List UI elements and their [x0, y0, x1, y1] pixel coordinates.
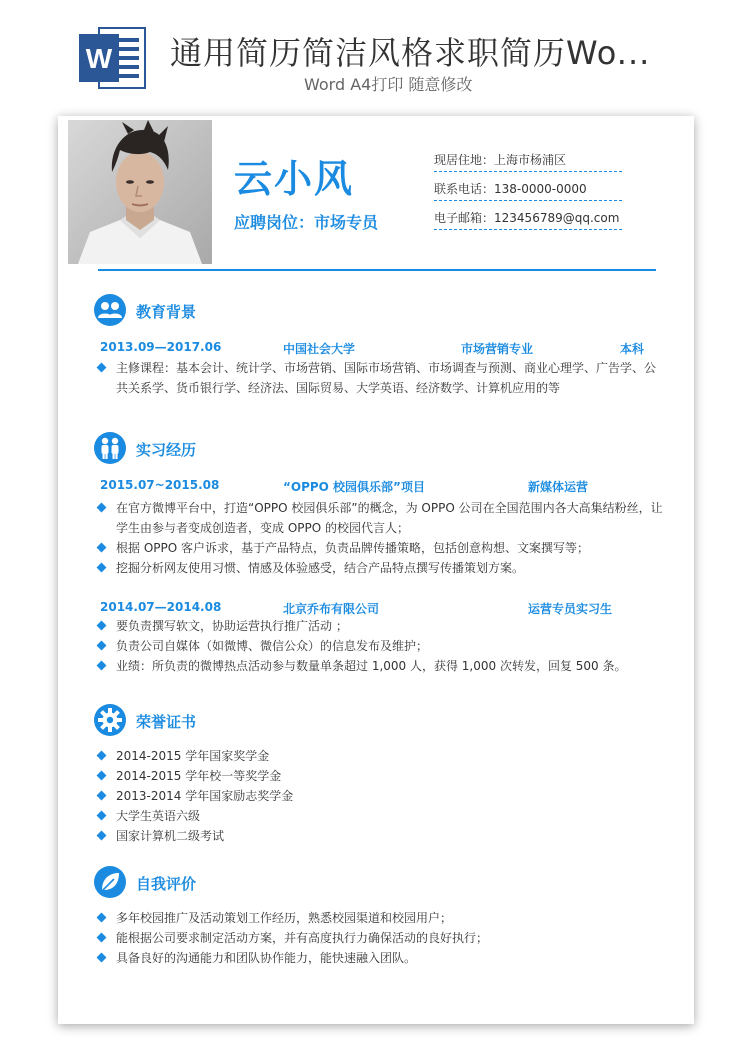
job-target-label: 应聘岗位：	[234, 213, 315, 232]
edu-school: 中国社会大学	[283, 342, 356, 356]
edu-date: 2013.09—2017.06	[100, 340, 222, 354]
edu-major: 市场营销专业	[461, 342, 534, 356]
job-target-value: 市场专员	[314, 213, 379, 232]
edu-bullets	[94, 358, 664, 398]
list-item: 2014-2015 学年国家奖学金	[94, 746, 664, 766]
contact-label: 现居住地：	[434, 153, 495, 167]
diamond-bullet-icon	[97, 661, 107, 671]
list-item: 具备良好的沟通能力和团队协作能力，能快速融入团队。	[94, 948, 664, 968]
list-item: 2013-2014 学年国家励志奖学金	[94, 786, 664, 806]
job-date: 2015.07~2015.08	[100, 478, 220, 492]
resume-page	[58, 116, 694, 1024]
diamond-bullet-icon	[97, 363, 107, 373]
diamond-bullet-icon	[97, 751, 107, 761]
section-title: 荣誉证书	[136, 713, 197, 731]
document-title: 通用简历简洁风格求职简历Wo...	[170, 34, 651, 72]
header-divider	[98, 269, 656, 271]
section-header	[94, 294, 664, 328]
section-education	[94, 294, 664, 404]
section-header	[94, 866, 664, 900]
diamond-bullet-icon	[97, 621, 107, 631]
list-item: 根据 OPPO 客户诉求，基于产品特点，负责品牌传播策略，包括创意构想、文案撰写等；	[94, 538, 664, 558]
diamond-bullet-icon	[97, 503, 107, 513]
job-org: 北京乔布有限公司	[283, 602, 380, 616]
contact-label: 联系电话：	[434, 182, 495, 196]
list-item: 要负责撰写软文，协助运营执行推广活动 ；	[94, 616, 664, 636]
contact-value: 上海市杨浦区	[494, 153, 567, 167]
diamond-bullet-icon	[97, 771, 107, 781]
section-title: 教育背景	[136, 303, 197, 321]
people-icon	[94, 432, 126, 464]
section-internship	[94, 432, 664, 692]
profile-photo	[68, 120, 212, 264]
graduation-users-icon	[94, 294, 126, 326]
job-role: 新媒体运营	[528, 480, 589, 494]
list-item: 业绩：所负责的微博热点活动参与数量单条超过 1,000 人，获得 1,000 次转发，回复 500 条。	[94, 656, 664, 676]
contact-value: 138-0000-0000	[494, 182, 587, 196]
list-item: 国家计算机二级考试	[94, 826, 664, 846]
job-role: 运营专员实习生	[528, 602, 613, 616]
diamond-bullet-icon	[97, 543, 107, 553]
diamond-bullet-icon	[97, 811, 107, 821]
list-item: 负责公司自媒体（如微博、微信公众）的信息发布及维护；	[94, 636, 664, 656]
diamond-bullet-icon	[97, 953, 107, 963]
list-item: 主修课程：基本会计、统计学、市场营销、国际市场营销、市场调查与预测、商业心理学、广告学、公共关系学、货币银行学、经济法、国际贸易、大学英语、经济数学、计算机应用的等	[94, 358, 664, 398]
job-bullets	[94, 616, 664, 676]
section-self-evaluation	[94, 866, 664, 976]
edu-degree: 本科	[620, 342, 645, 356]
job-bullets	[94, 498, 664, 578]
list-item: 多年校园推广及活动策划工作经历，熟悉校园渠道和校园用户；	[94, 908, 664, 928]
document-header	[0, 0, 750, 110]
honors-bullets	[94, 746, 664, 846]
list-item: 2014-2015 学年校一等奖学金	[94, 766, 664, 786]
svg-text:W: W	[85, 43, 113, 74]
contact-email	[434, 208, 622, 230]
job-org: “OPPO 校园俱乐部”项目	[283, 480, 425, 494]
list-item: 挖掘分析网友使用习惯、情感及体验感受，结合产品特点撰写传播策划方案。	[94, 558, 664, 578]
gear-icon	[94, 704, 126, 736]
job-date: 2014.07—2014.08	[100, 600, 222, 614]
diamond-bullet-icon	[97, 641, 107, 651]
contact-value: 123456789@qq.com	[494, 211, 620, 225]
word-doc-icon	[77, 22, 149, 94]
section-header	[94, 704, 664, 738]
list-item: 大学生英语六级	[94, 806, 664, 826]
section-honors	[94, 704, 664, 854]
self-eval-bullets	[94, 908, 664, 968]
diamond-bullet-icon	[97, 791, 107, 801]
list-item: 能根据公司要求制定活动方案，并有高度执行力确保活动的良好执行；	[94, 928, 664, 948]
candidate-name: 云小风	[234, 157, 355, 201]
diamond-bullet-icon	[97, 913, 107, 923]
diamond-bullet-icon	[97, 831, 107, 841]
section-header	[94, 432, 664, 466]
section-title: 实习经历	[136, 441, 197, 459]
contact-address	[434, 150, 622, 172]
section-title: 自我评价	[136, 875, 197, 893]
list-item: 在官方微博平台中，打造“OPPO 校园俱乐部”的概念，为 OPPO 公司在全国范围内各大高集结粉丝，让学生由参与者变成创造者，变成 OPPO 的校园代言人；	[94, 498, 664, 538]
job-target	[234, 210, 378, 233]
leaf-icon	[94, 866, 126, 898]
diamond-bullet-icon	[97, 933, 107, 943]
contact-phone	[434, 179, 622, 201]
diamond-bullet-icon	[97, 563, 107, 573]
document-subtitle: Word A4打印 随意修改	[304, 75, 473, 94]
contact-label: 电子邮箱：	[434, 211, 495, 225]
